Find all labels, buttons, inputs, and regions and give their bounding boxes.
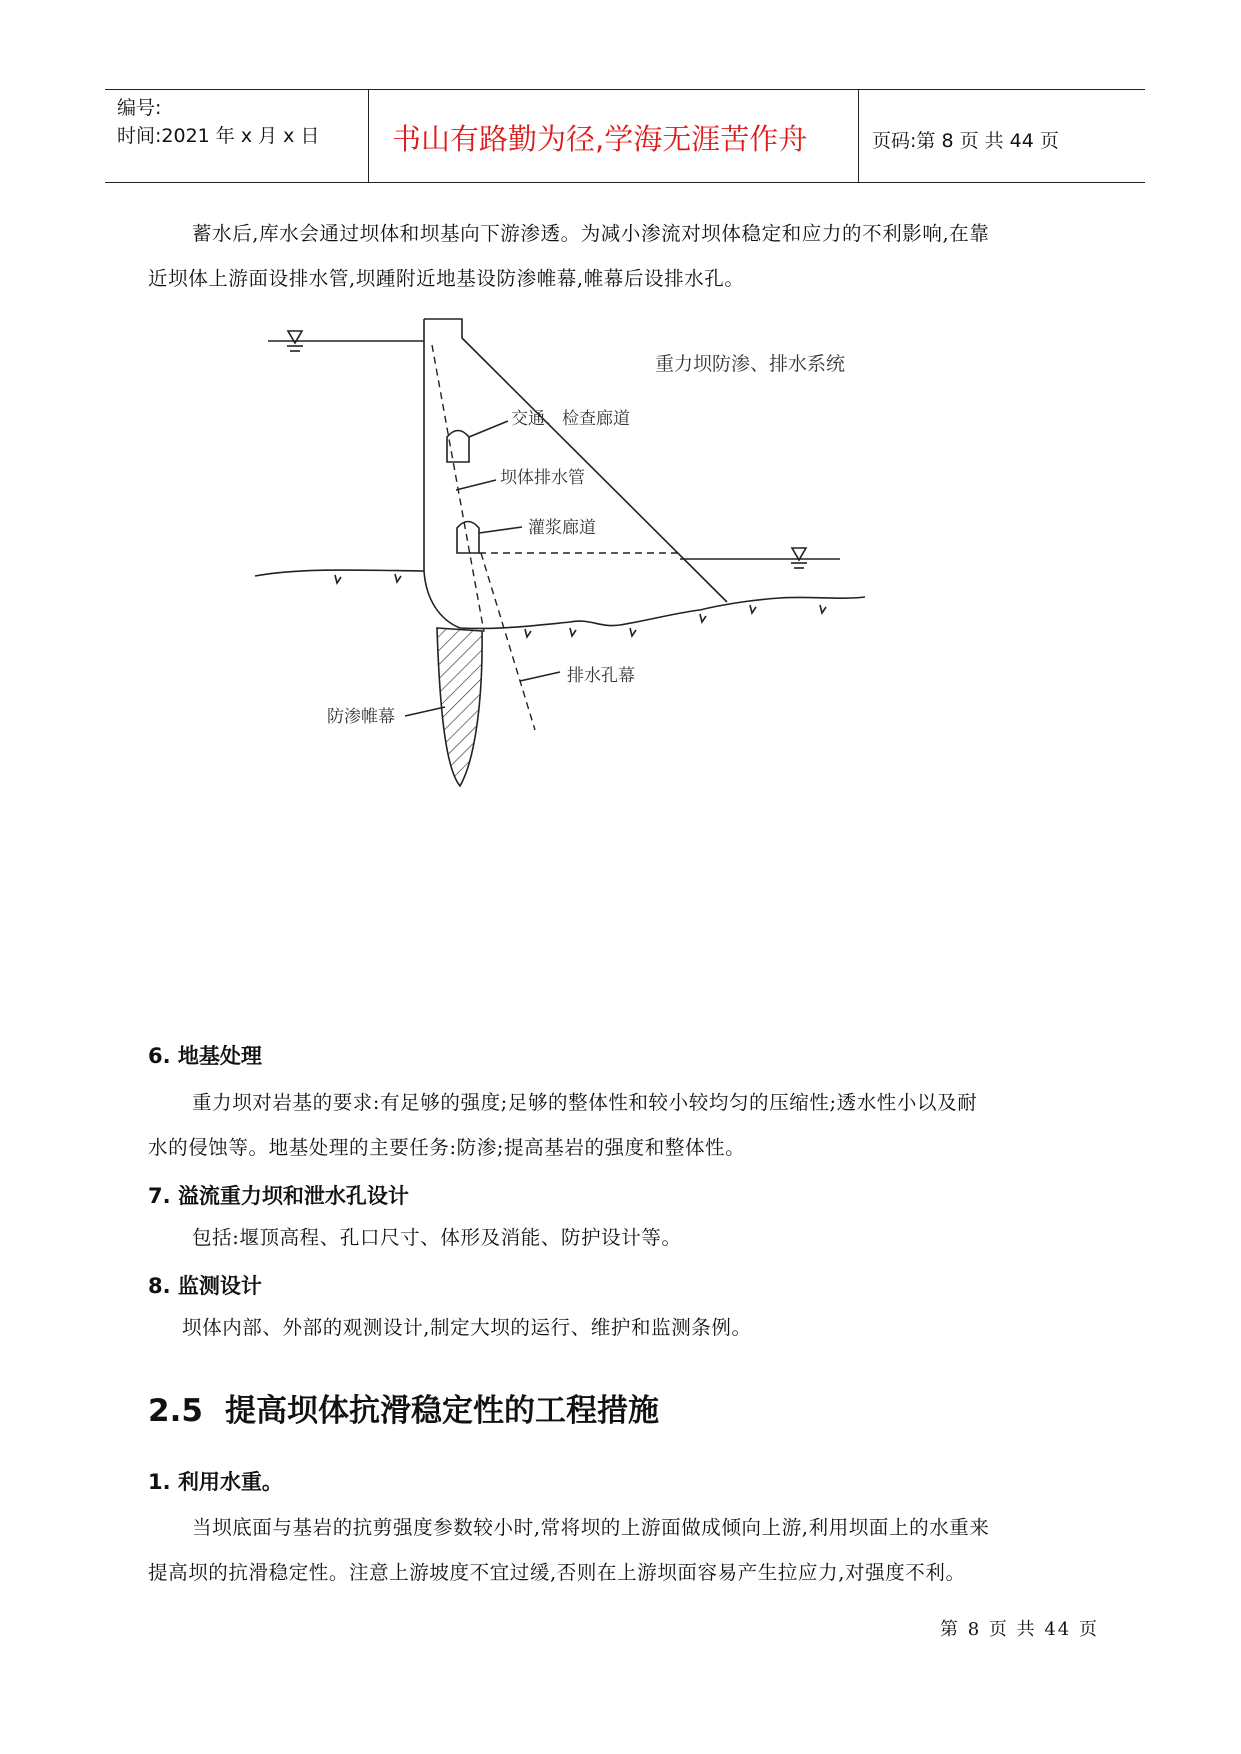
header-page-label: 页码:第 8 页 共 44 页 xyxy=(872,130,1059,152)
item-1-heading: 1. 利用水重。 xyxy=(148,1470,283,1494)
section-6-heading: 6. 地基处理 xyxy=(148,1044,262,1068)
label-inspection-gallery: 交通、检查廊道 xyxy=(511,409,630,429)
drainage-hole-curtain-line xyxy=(481,553,535,730)
section-8-heading: 8. 监测设计 xyxy=(148,1274,262,1298)
section-6-line-2: 水的侵蚀等。地基处理的主要任务:防渗;提高基岩的强度和整体性。 xyxy=(148,1136,746,1159)
section-6-line-1: 重力坝对岩基的要求:有足够的强度;足够的整体性和较小较均匀的压缩性;透水性小以及耐 xyxy=(192,1091,978,1114)
section-7-paragraph xyxy=(148,1215,1098,1260)
grouting-gallery xyxy=(457,522,479,554)
label-grouting-gallery: 灌浆廊道 xyxy=(528,518,596,538)
diagram-title: 重力坝防渗、排水系统 xyxy=(655,353,846,375)
header-motto: 书山有路勤为径,学海无涯苦作舟 xyxy=(392,122,808,156)
upstream-ground-line xyxy=(255,570,424,576)
intro-line-2: 近坝体上游面设排水管,坝踵附近地基设防渗帷幕,帷幕后设排水孔。 xyxy=(148,267,745,290)
section-7-line-1: 包括:堰顶高程、孔口尺寸、体形及消能、防护设计等。 xyxy=(192,1226,682,1249)
section-8-paragraph xyxy=(148,1305,1098,1350)
label-drainage-holes: 排水孔幕 xyxy=(567,666,635,686)
section-2-5-heading xyxy=(148,1385,659,1430)
item-1-paragraph xyxy=(148,1505,1098,1595)
section-2-5-number: 2.5 xyxy=(148,1393,203,1429)
grout-curtain xyxy=(437,628,482,786)
dam-drain-pipe-line xyxy=(432,345,484,632)
section-2-5-title: 提高坝体抗滑稳定性的工程措施 xyxy=(225,1393,659,1429)
label-grout-curtain: 防渗帷幕 xyxy=(327,707,395,727)
section-7-heading: 7. 溢流重力坝和泄水孔设计 xyxy=(148,1184,409,1208)
item-1-line-2: 提高坝的抗滑稳定性。注意上游坡度不宜过缓,否则在上游坝面容易产生拉应力,对强度不利。 xyxy=(148,1561,966,1584)
item-1-line-1: 当坝底面与基岩的抗剪强度参数较小时,常将坝的上游面做成倾向上游,利用坝面上的水重来 xyxy=(192,1516,990,1539)
section-8-line-1: 坝体内部、外部的观测设计,制定大坝的运行、维护和监测条例。 xyxy=(182,1316,752,1339)
foundation-line xyxy=(424,571,865,628)
section-6-paragraph xyxy=(148,1080,1098,1170)
page-footer: 第 8 页 共 44 页 xyxy=(940,1619,1099,1640)
label-drain-pipe: 坝体排水管 xyxy=(500,468,585,488)
header-time-label: 时间:2021 年 x 月 x 日 xyxy=(117,125,320,147)
intro-line-1: 蓄水后,库水会通过坝体和坝基向下游渗透。为减小渗流对坝体稳定和应力的不利影响,在靠 xyxy=(192,222,990,245)
header-number-label: 编号: xyxy=(117,97,162,119)
